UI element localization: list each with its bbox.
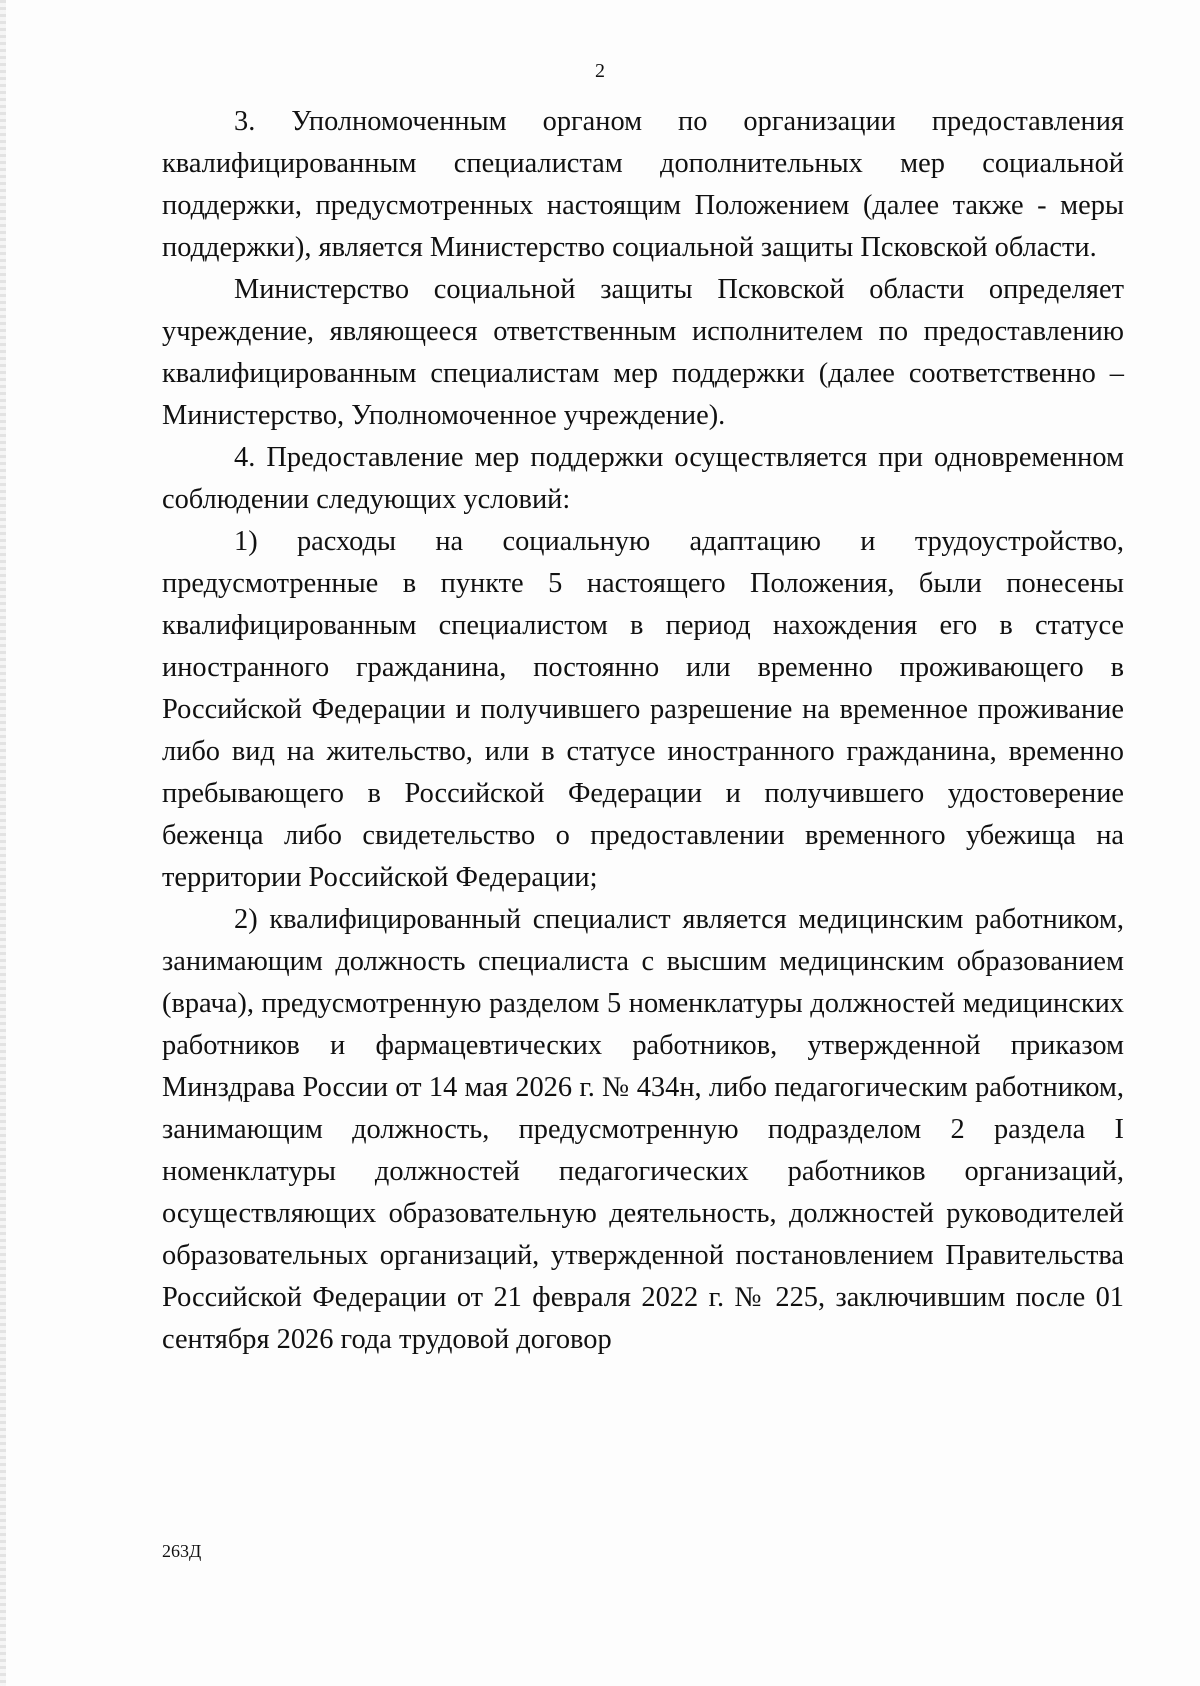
paragraph-ministry: Министерство социальной защиты Псковской области определяет учреждение, являющееся ответственным исполнителем по предоставлению квалифицированным специалистам мер поддержки (далее соответственно – Министерство, Уполномоченное учреждение). xyxy=(162,274,1124,431)
paragraph-condition-1: 1) расходы на социальную адаптацию и трудоустройство, предусмотренные в пункте 5 настоящего Положения, были понесены квалифицированным специалистом в период нахождения его в статусе иностранного гражданина, постоянно или временно проживающего в Российской Федерации и получившего разрешение на временное проживание либо вид на жительство, или в статусе иностранного гражданина, временно пребывающего в Российской Федерации и получившего удостоверение беженца либо свидетельство о предоставлении временного убежища на территории Российской Федерации; xyxy=(162,526,1124,893)
scan-edge xyxy=(0,0,6,1686)
paragraph-clause-3: 3. Уполномоченным органом по организации предоставления квалифицированным специалистам дополнительных мер социальной поддержки, предусмотренных настоящим Положением (далее также - меры поддержки), является Министерство социальной защиты Псковской области. xyxy=(162,106,1124,263)
paragraph-clause-4: 4. Предоставление мер поддержки осуществляется при одновременном соблюдении следующих условий: xyxy=(162,442,1124,515)
document-body xyxy=(162,101,1124,1361)
page-number: 2 xyxy=(595,60,605,82)
document-code: 263Д xyxy=(162,1541,202,1561)
paragraph-condition-2: 2) квалифицированный специалист является медицинским работником, занимающим должность специалиста с высшим медицинским образованием (врача), предусмотренную разделом 5 номенклатуры должностей медицинских работников и фармацевтических работников, утвержденной приказом Минздрава России от 14 мая 2026 г. № 434н, либо педагогическим работником, занимающим должность, предусмотренную подразделом 2 раздела I номенклатуры должностей педагогических работников организаций, осуществляющих образовательную деятельность, должностей руководителей образовательных организаций, утвержденной постановлением Правительства Российской Федерации от 21 февраля 2022 г. № 225, заключившим после 01 сентября 2026 года трудовой договор xyxy=(162,904,1124,1355)
